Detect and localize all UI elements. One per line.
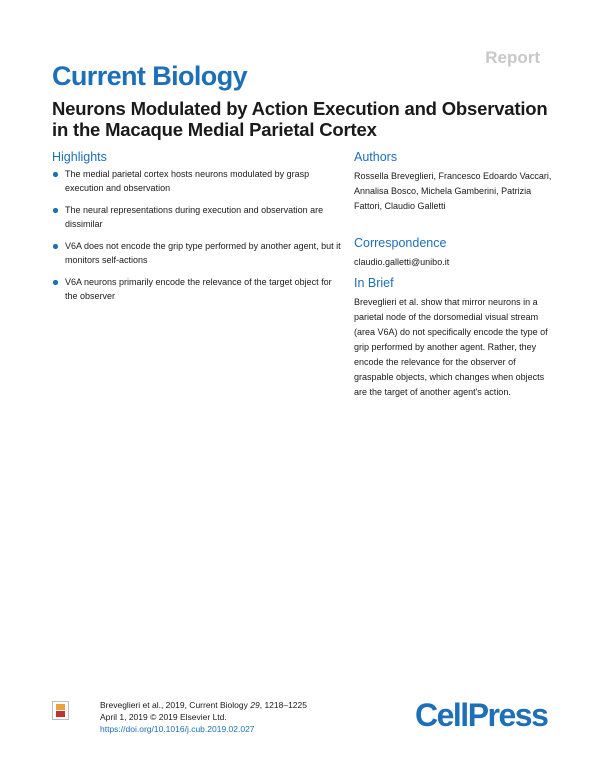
correspondence-section bbox=[354, 236, 554, 270]
journal-name: Current Biology bbox=[52, 61, 248, 91]
bullet-icon bbox=[53, 280, 58, 285]
highlight-item bbox=[52, 168, 342, 195]
logo-tree-icon bbox=[56, 704, 65, 710]
cellpress-logo: CellPress bbox=[415, 697, 548, 733]
citation-line bbox=[100, 699, 307, 711]
authors-heading: Authors bbox=[354, 150, 398, 164]
in-brief-text: Breveglieri et al. show that mirror neurons in a parietal node of the dorsomedial visual stream (area V6A) do not specifically encode the type of grip performed by another agent. Rather, they encode the relevance for the observer of graspable objects, which changes when objects are the target of another agent's action. bbox=[354, 297, 548, 397]
correspondence-heading: Correspondence bbox=[354, 236, 447, 250]
highlights-list bbox=[52, 168, 342, 303]
highlights-heading: Highlights bbox=[52, 150, 107, 164]
citation-pages: , 1218–1225 bbox=[259, 700, 307, 710]
logo-base-icon bbox=[56, 711, 65, 717]
report-label: Report bbox=[485, 48, 540, 67]
article-title: Neurons Modulated by Action Execution and Observation in the Macaque Medial Parietal Cortex bbox=[52, 98, 548, 140]
elsevier-logo-icon bbox=[52, 701, 69, 720]
in-brief-heading: In Brief bbox=[354, 276, 394, 290]
highlight-text: The neural representations during execution and observation are dissimilar bbox=[65, 205, 324, 229]
citation-prefix: Breveglieri et al., 2019, Current Biology bbox=[100, 700, 251, 710]
bullet-icon bbox=[53, 172, 58, 177]
authors-list: Rossella Breveglieri, Francesco Edoardo Vaccari, Annalisa Bosco, Michela Gamberini, Patrizia Fattori, Claudio Galletti bbox=[354, 171, 552, 211]
highlights-section bbox=[52, 150, 342, 312]
citation-date: April 1, 2019 © 2019 Elsevier Ltd. bbox=[100, 712, 227, 722]
bullet-icon bbox=[53, 208, 58, 213]
correspondence-email[interactable]: claudio.galletti@unibo.it bbox=[354, 257, 450, 267]
in-brief-section bbox=[354, 276, 554, 400]
authors-section bbox=[354, 150, 554, 214]
doi-link[interactable]: https://doi.org/10.1016/j.cub.2019.02.027 bbox=[100, 724, 255, 734]
highlight-item bbox=[52, 240, 342, 267]
highlight-text: The medial parietal cortex hosts neurons modulated by grasp execution and observation bbox=[65, 169, 310, 193]
citation-volume: 29 bbox=[250, 700, 260, 710]
highlight-item bbox=[52, 204, 342, 231]
highlight-item bbox=[52, 276, 342, 303]
highlight-text: V6A does not encode the grip type performed by another agent, but it monitors self-actions bbox=[65, 241, 341, 265]
bullet-icon bbox=[53, 244, 58, 249]
citation-block bbox=[100, 699, 307, 735]
highlight-text: V6A neurons primarily encode the relevance of the target object for the observer bbox=[65, 277, 332, 301]
